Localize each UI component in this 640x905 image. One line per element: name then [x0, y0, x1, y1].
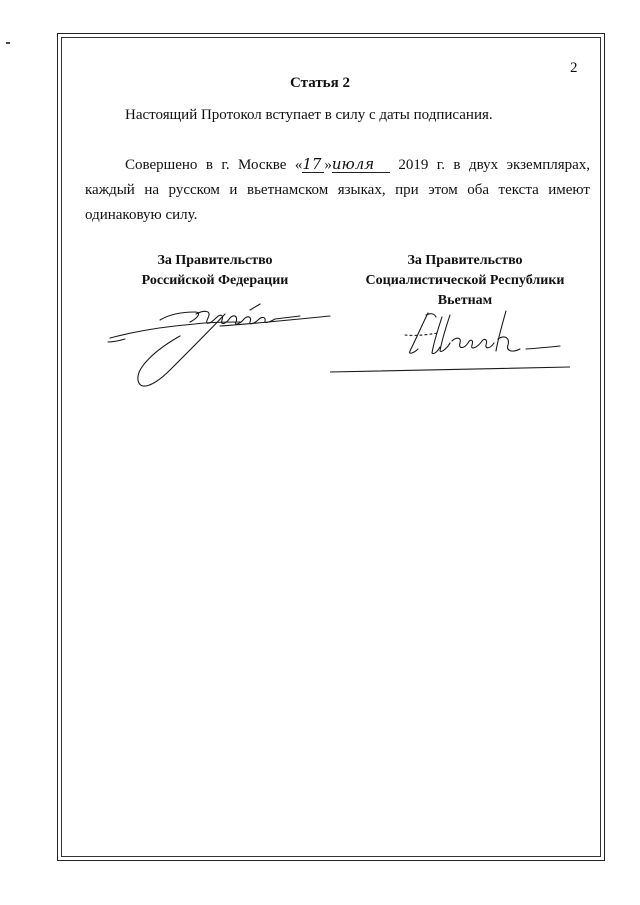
- signature-russia: [100, 300, 340, 400]
- signatory-russia-line-2: Российской Федерации: [141, 273, 289, 288]
- paragraph-done-at: [85, 153, 590, 228]
- signatory-vietnam-line-2: Социалистической Республики: [365, 273, 565, 288]
- signatory-vietnam-line-3: Вьетнам: [437, 293, 493, 308]
- handwritten-day: 17: [302, 156, 324, 173]
- done-at-suffix: 2019 г. в двух экземплярах,: [398, 157, 591, 173]
- paragraph-2-line-1: [85, 153, 590, 178]
- quote-close: »: [324, 157, 332, 173]
- paragraph-entry-into-force: [85, 103, 590, 128]
- article-title: Статья 2: [290, 75, 350, 91]
- signatory-russia: [110, 251, 320, 291]
- paragraph-1-text: Настоящий Протокол вступает в силу с даты подписания.: [125, 107, 493, 123]
- scan-speck: [6, 42, 10, 44]
- signatory-vietnam-line-1: За Правительство: [407, 253, 523, 268]
- signatory-vietnam: [345, 251, 585, 311]
- paragraph-2-line-3: одинаковую силу.: [85, 207, 198, 223]
- signature-vietnam: [330, 305, 570, 385]
- page-number: 2: [570, 60, 578, 76]
- paragraph-2-line-2: каждый на русском и вьетнамском языках, при этом оба текста имеют: [85, 182, 590, 198]
- handwritten-month: июля: [332, 156, 390, 173]
- done-at-prefix: Совершено в г. Москве «: [125, 157, 303, 173]
- signatory-russia-line-1: За Правительство: [157, 253, 273, 268]
